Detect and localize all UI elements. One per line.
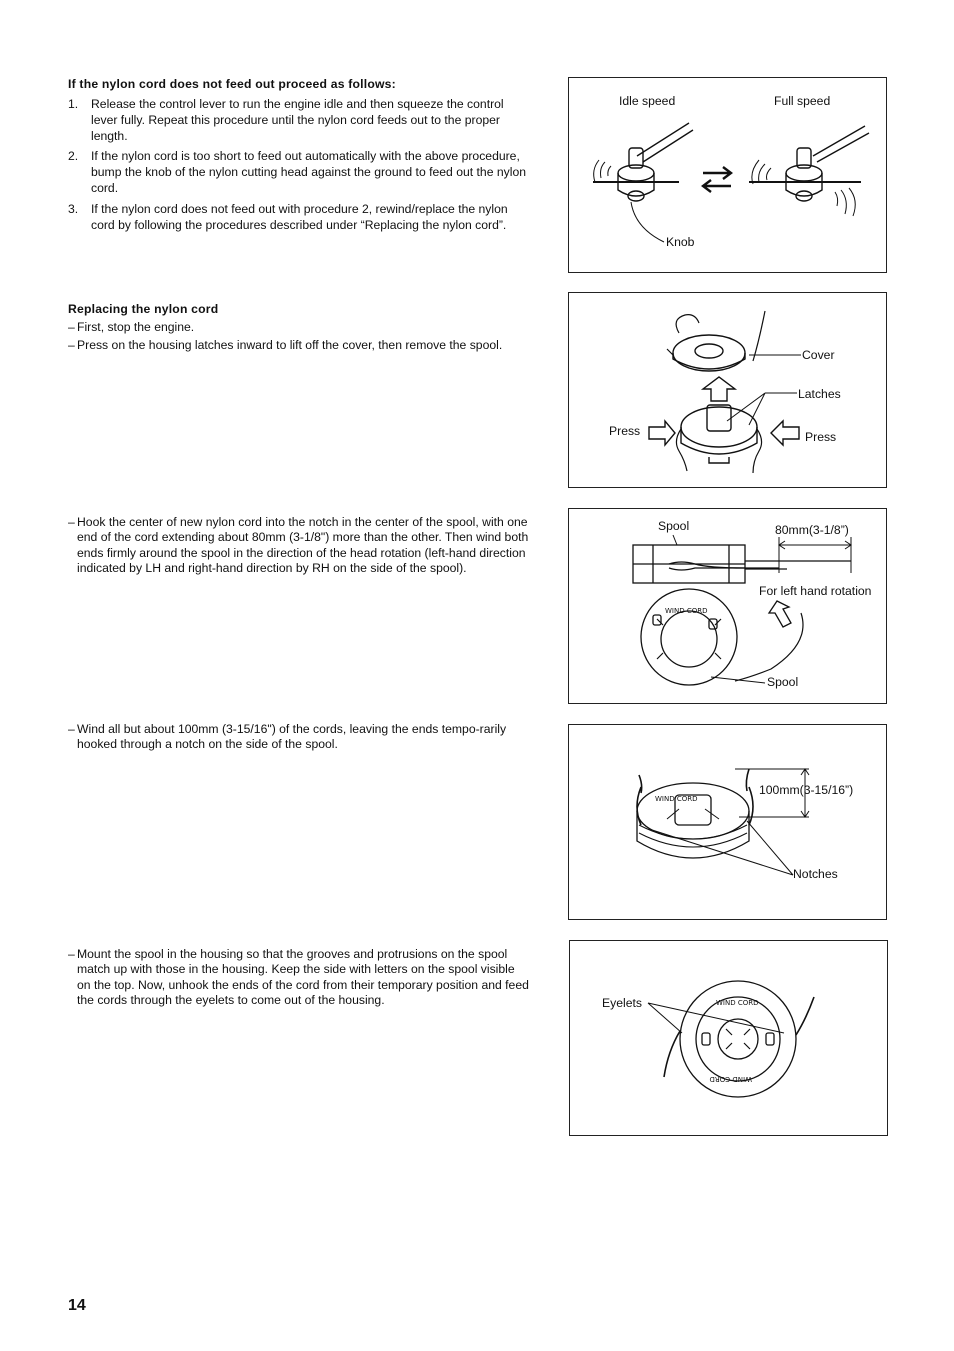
housing-eyelets-illustration [570, 941, 887, 1135]
eyelets-label: Eyelets [602, 996, 642, 1010]
page-number: 14 [68, 1297, 86, 1314]
section2-heading: Replacing the nylon cord [68, 302, 219, 316]
cover-label: Cover [802, 348, 835, 362]
step4-dash: – [68, 722, 75, 736]
figure-spool-winding [568, 508, 887, 704]
spool-bottom-label: Spool [767, 675, 799, 689]
section1-heading: If the nylon cord does not feed out proceed as follows: [68, 77, 396, 91]
length-100mm-label: 100mm(3-15/16”) [759, 783, 854, 797]
cutting-head-speed-illustration [569, 78, 886, 272]
spool-cord-hook-illustration [569, 509, 886, 703]
latches-label: Latches [798, 387, 841, 401]
step2-dash: – [68, 338, 75, 352]
left-hand-rotation-label: For left hand rotation [759, 584, 872, 598]
step4-text: Wind all but about 100mm (3-15/16") of the cords, leaving the ends tempo-rarily hooked through a notch on the side of the spool. [77, 722, 507, 752]
item2-text: If the nylon cord is too short to feed out automatically with the above procedure, bump the knob of the nylon cutting head against the ground to feed out the nylon cord. [91, 149, 527, 195]
step2-text: Press on the housing latches inward to lift off the cover, then remove the spool. [77, 338, 503, 352]
step5-dash: – [68, 947, 75, 961]
item1-text: Release the control lever to run the engine idle and then squeeze the control lever fully. Repeat this procedure until the nylon cord feeds out to the proper length. [91, 97, 504, 143]
spool-print-wind-cord: WIND CORD [655, 795, 698, 803]
step1-text: First, stop the engine. [77, 320, 195, 334]
press-right-label: Press [805, 430, 837, 444]
item3-text: If the nylon cord does not feed out with procedure 2, rewind/replace the nylon cord by following the procedures described under “Replacing the nylon cord”. [91, 202, 508, 232]
step3-dash: – [68, 515, 75, 529]
step3-text: Hook the center of new nylon cord into the notch in the center of the spool, with one end of the cord extending about 80mm (3-1/8") more than the other. Then wind both ends firmly around the spool in the direction of the head rotation (left-hand direction indicated by LH and right-hand direction by RH on the side of the spool). [77, 515, 529, 575]
step1-dash: – [68, 320, 75, 334]
press-left-label: Press [609, 424, 641, 438]
length-80mm-label: 80mm(3-1/8”) [775, 523, 849, 537]
item3-number: 3. [68, 202, 79, 216]
knob-label: Knob [666, 235, 695, 249]
figure-cover-latches [568, 292, 887, 488]
spool-top-label: Spool [658, 519, 690, 533]
figure-notches [568, 724, 887, 920]
notches-label: Notches [793, 867, 838, 881]
figure-idle-full-speed [568, 77, 887, 273]
item1-number: 1. [68, 97, 79, 111]
idle-speed-label: Idle speed [619, 94, 676, 108]
spool-print-wind-cord-top: WIND CORD [716, 999, 759, 1007]
spool-notches-illustration [569, 725, 886, 919]
item2-number: 2. [68, 149, 79, 163]
full-speed-label: Full speed [774, 94, 831, 108]
step5-text: Mount the spool in the housing so that the grooves and protrusions on the spool match up with those in the housing. Keep the side with letters on the spool visible on the top. Now, unhook the ends of the cord from their temporary position and feed the cords through the eyelets to come out of the housing. [77, 947, 529, 1007]
spool-print-wind-cord-bottom: WIND CORD [709, 1075, 752, 1083]
spool-print-wind-cord: WIND CORD [665, 607, 708, 615]
figure-eyelets [569, 940, 888, 1136]
